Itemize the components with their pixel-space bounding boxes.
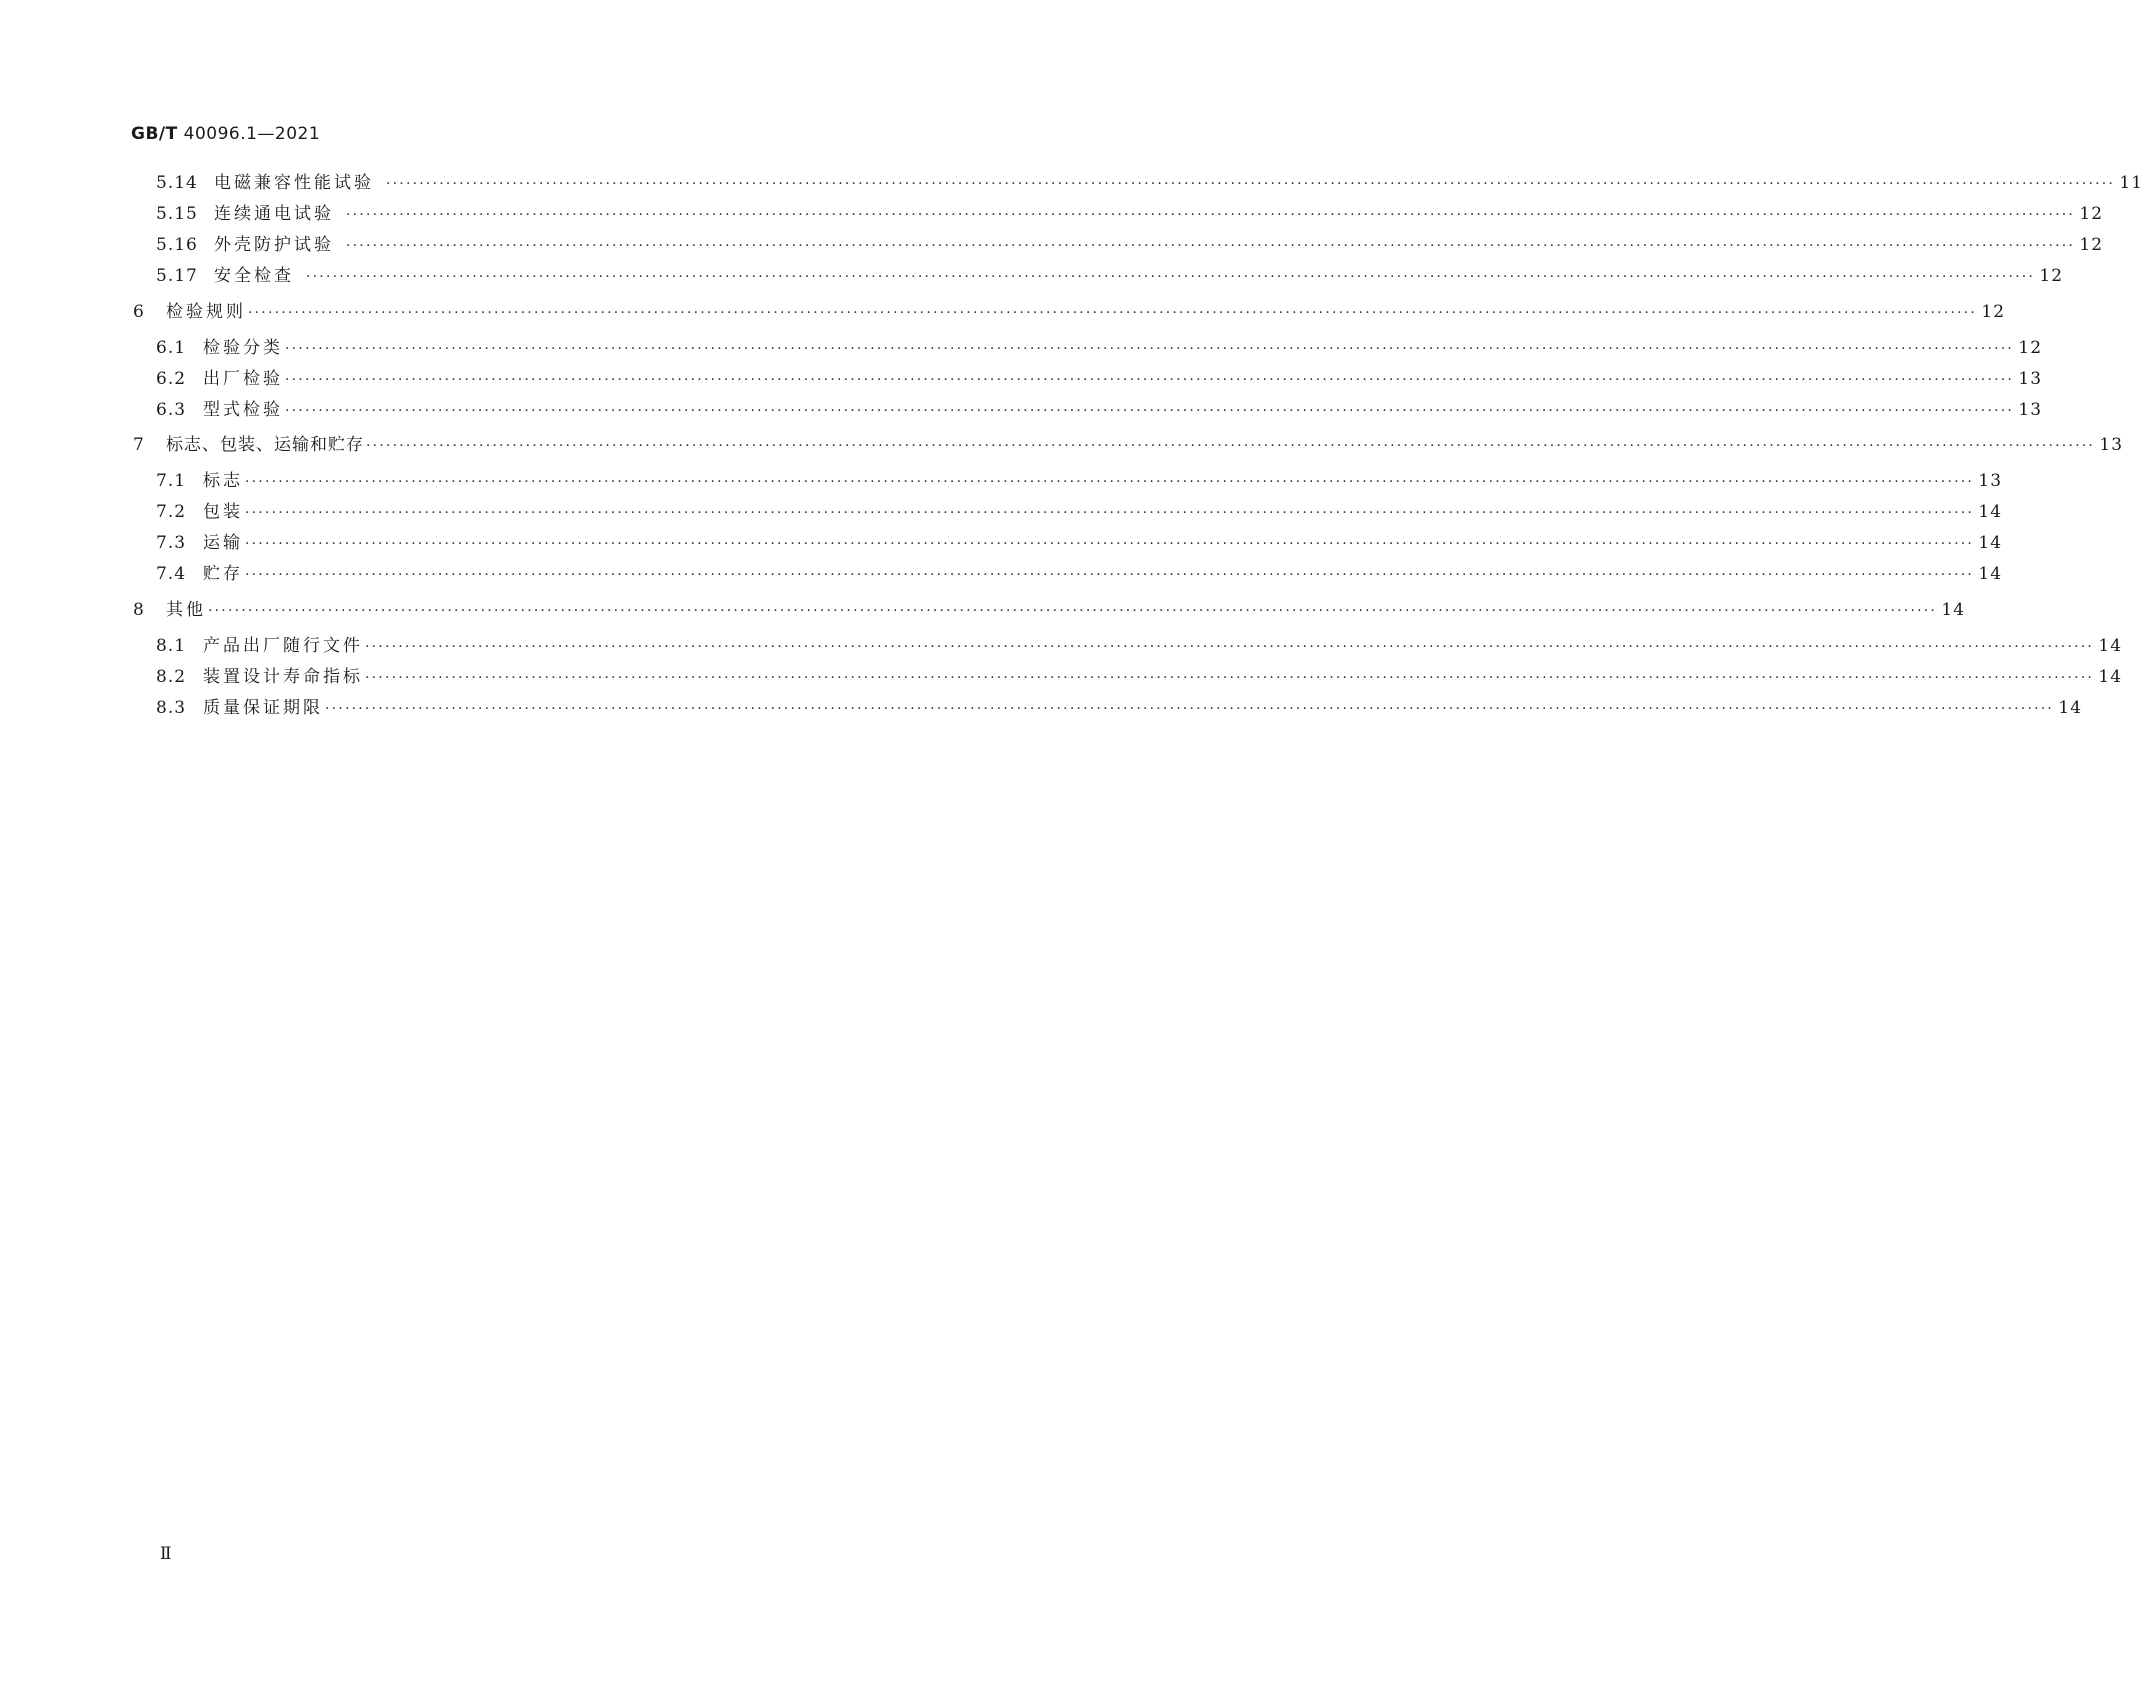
toc-entry[interactable] — [156, 364, 2043, 390]
toc-leader-dots: ···································································································································································································································································· — [245, 474, 1975, 490]
toc-leader-dots: ···································································································································································································································································· — [325, 701, 2055, 717]
toc-entry[interactable] — [156, 662, 2123, 688]
toc-entry-title: 标志 — [203, 471, 243, 491]
toc-entry[interactable] — [133, 595, 1966, 621]
toc-entry-page: 12 — [2079, 235, 2104, 255]
toc-entry[interactable] — [156, 230, 2104, 256]
page-number-footer: Ⅱ — [160, 1544, 172, 1564]
toc-entry-page: 14 — [2098, 636, 2123, 656]
toc-leader-dots: ···································································································································································································································································· — [245, 536, 1975, 552]
toc-leader-dots: ···································································································································································································································································· — [245, 505, 1975, 521]
toc-entry-title: 产品出厂随行文件 — [203, 636, 363, 656]
toc-entry-number: 8.1 — [156, 636, 187, 656]
toc-leader-dots: ···································································································································································································································································· — [245, 567, 1975, 583]
toc-entry-number: 7.3 — [156, 533, 187, 553]
toc-entry-number: 5.14 — [156, 173, 198, 193]
toc-entry-title: 其他 — [166, 600, 206, 620]
toc-leader-dots: ···································································································································································································································································· — [365, 639, 2095, 655]
standard-code-number: 40096.1—2021 — [183, 124, 321, 144]
toc-leader-dots: ···································································································································································································································································· — [285, 341, 2015, 357]
toc-leader-dots: ···································································································································································································································································· — [248, 305, 1978, 321]
toc-entry-title: 装置设计寿命指标 — [203, 667, 363, 687]
toc-entry[interactable] — [156, 631, 2123, 657]
toc-entry[interactable] — [156, 168, 2143, 194]
toc-entry-page: 13 — [1978, 471, 2003, 491]
toc-entry-title: 外壳防护试验 — [214, 235, 334, 255]
toc-entry-title: 检验分类 — [203, 338, 283, 358]
toc-entry-number: 6.3 — [156, 400, 187, 420]
toc-entry-title: 电磁兼容性能试验 — [214, 173, 374, 193]
toc-entry[interactable] — [156, 466, 2003, 492]
toc-entry[interactable] — [156, 199, 2104, 225]
toc-entry-title: 运输 — [203, 533, 243, 553]
toc-entry-number: 7.2 — [156, 502, 187, 522]
toc-entry-number: 7.1 — [156, 471, 187, 491]
toc-entry[interactable] — [156, 261, 2064, 287]
toc-entry-page: 13 — [2099, 435, 2124, 455]
toc-leader-dots: ···································································································································································································································································· — [285, 372, 2015, 388]
toc-entry[interactable] — [156, 559, 2003, 585]
toc-entry[interactable] — [156, 333, 2043, 359]
toc-entry-number: 7 — [133, 435, 145, 455]
toc-entry-page: 11 — [2119, 173, 2143, 193]
toc-entry-number: 5.15 — [156, 204, 198, 224]
toc-entry-title: 标志、包装、运输和贮存 — [166, 435, 364, 455]
toc-entry[interactable] — [156, 528, 2003, 554]
toc-entry-number: 6.2 — [156, 369, 187, 389]
toc-entry-page: 14 — [2058, 698, 2083, 718]
toc-entry[interactable] — [156, 497, 2003, 523]
toc-entry-page: 14 — [1941, 600, 1966, 620]
toc-entry-page: 14 — [1978, 502, 2003, 522]
toc-entry[interactable] — [156, 693, 2083, 719]
toc-entry-title: 包装 — [203, 502, 243, 522]
toc-entry-title: 连续通电试验 — [214, 204, 334, 224]
toc-entry-page: 12 — [2079, 204, 2104, 224]
toc-entry-title: 检验规则 — [166, 302, 246, 322]
toc-leader-dots: ···································································································································································································································································· — [285, 403, 2015, 419]
toc-entry-number: 8.3 — [156, 698, 187, 718]
toc-entry-page: 14 — [2098, 667, 2123, 687]
toc-entry-page: 12 — [1981, 302, 2006, 322]
toc-entry-title: 质量保证期限 — [203, 698, 323, 718]
toc-leader-dots: ···································································································································································································································································· — [366, 438, 2096, 454]
toc-entry-page: 12 — [2018, 338, 2043, 358]
toc-entry-page: 13 — [2018, 369, 2043, 389]
standard-code-prefix: GB/T — [131, 124, 178, 144]
toc-entry-number: 7.4 — [156, 564, 187, 584]
toc-entry-page: 13 — [2018, 400, 2043, 420]
toc-entry-page: 14 — [1978, 533, 2003, 553]
toc-entry-number: 8 — [133, 600, 145, 620]
toc-entry-number: 5.16 — [156, 235, 198, 255]
toc-entry[interactable] — [156, 395, 2043, 421]
toc-entry-title: 贮存 — [203, 564, 243, 584]
toc-entry-title: 型式检验 — [203, 400, 283, 420]
toc-entry-page: 12 — [2039, 266, 2064, 286]
toc-leader-dots: ···································································································································································································································································· — [208, 603, 1938, 619]
toc-entry-page: 14 — [1978, 564, 2003, 584]
toc-leader-dots: ···································································································································································································································································· — [306, 269, 2036, 285]
toc-entry-title: 安全检查 — [214, 266, 294, 286]
toc-entry-title: 出厂检验 — [203, 369, 283, 389]
toc-entry[interactable] — [133, 297, 2006, 323]
toc-entry-number: 6.1 — [156, 338, 187, 358]
toc-leader-dots: ···································································································································································································································································· — [346, 238, 2076, 254]
standard-code-header — [131, 124, 320, 144]
toc-entry-number: 8.2 — [156, 667, 187, 687]
toc-leader-dots: ···································································································································································································································································· — [386, 176, 2116, 192]
toc-entry-number: 6 — [133, 302, 145, 322]
toc-leader-dots: ···································································································································································································································································· — [346, 207, 2076, 223]
toc-leader-dots: ···································································································································································································································································· — [365, 670, 2095, 686]
toc-entry[interactable] — [133, 430, 2124, 456]
toc-entry-number: 5.17 — [156, 266, 198, 286]
